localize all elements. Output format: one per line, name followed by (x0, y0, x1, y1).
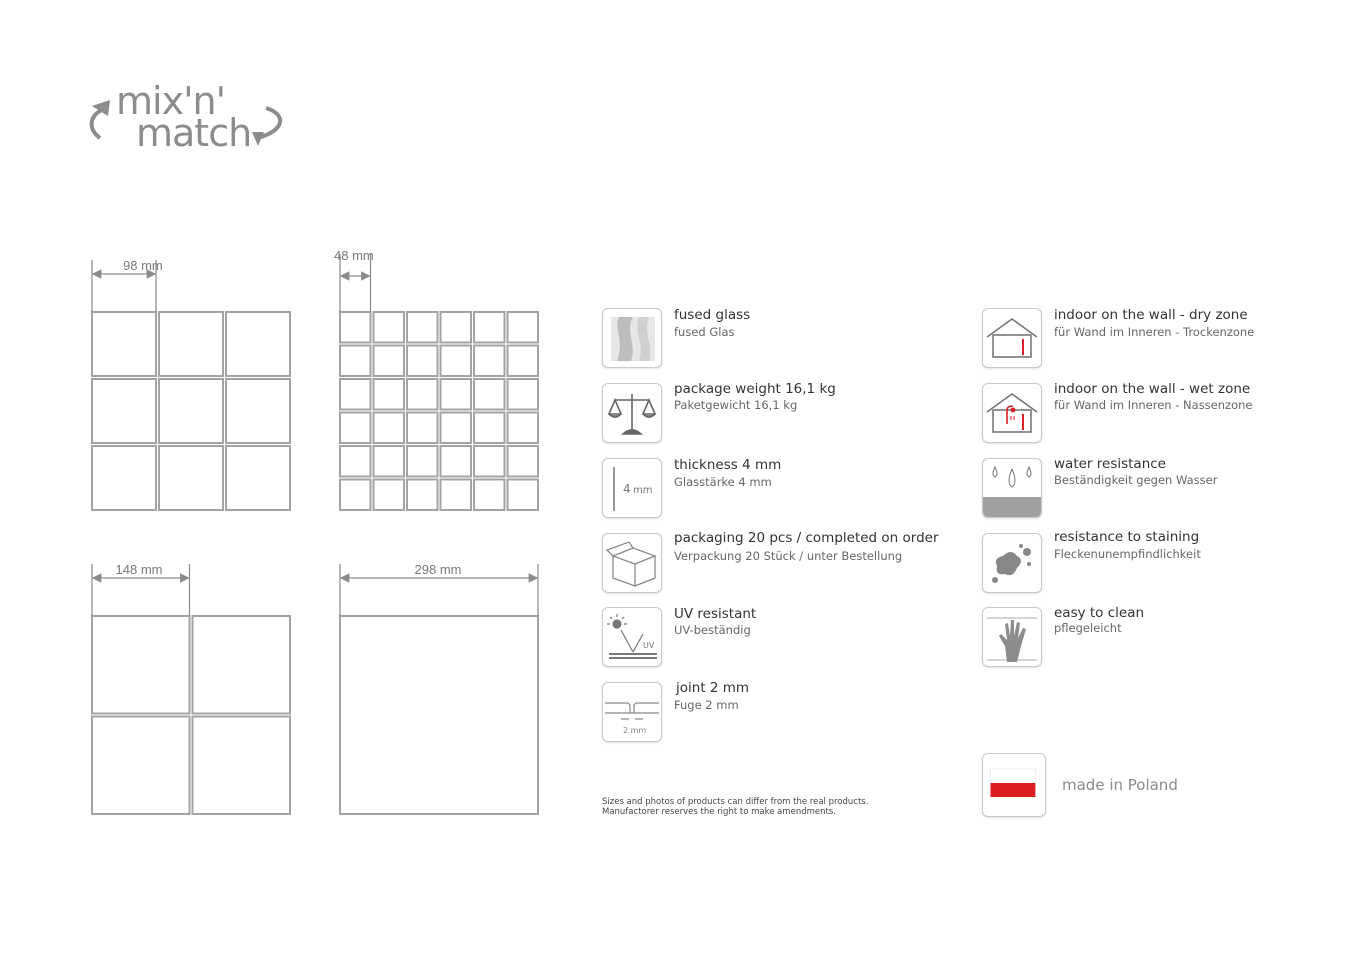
feature-title: indoor on the wall - dry zone (1054, 307, 1248, 323)
feature-subtitle: Fleckenunempfindlichkeit (1054, 547, 1201, 561)
feature-title: resistance to staining (1054, 529, 1200, 545)
feature-title: easy to clean (1054, 605, 1145, 621)
tile (374, 480, 405, 511)
tile (92, 446, 156, 510)
tile (92, 312, 156, 376)
tile (441, 480, 472, 511)
svg-text:2 mm: 2 mm (623, 726, 647, 735)
tile (474, 346, 505, 377)
tile (193, 717, 291, 815)
stain-icon (982, 533, 1042, 593)
tile (508, 312, 539, 343)
feature-subtitle: Paketgewicht 16,1 kg (674, 398, 798, 412)
disclaimer (602, 797, 868, 817)
tile (92, 717, 190, 815)
feature-title: packaging 20 pcs / completed on order (674, 530, 939, 546)
tile (374, 446, 405, 477)
feature-title: UV resistant (674, 606, 757, 622)
feature-subtitle: Verpackung 20 Stück / unter Bestellung (674, 549, 903, 563)
feature-title: thickness 4 mm (674, 457, 782, 473)
tile (340, 480, 371, 511)
tile (92, 379, 156, 443)
joint-icon (602, 682, 662, 742)
tile (441, 346, 472, 377)
made-in-poland-label: made in Poland (1062, 776, 1178, 794)
tile (374, 346, 405, 377)
tile (340, 616, 538, 814)
fused-glass-icon (602, 308, 662, 368)
tile (441, 446, 472, 477)
tile (407, 379, 438, 410)
tile (407, 446, 438, 477)
tile (340, 379, 371, 410)
uv-icon (602, 607, 662, 667)
svg-text:4: 4 (623, 482, 631, 496)
tile (226, 379, 290, 443)
tile (159, 312, 223, 376)
tile (441, 413, 472, 444)
disclaimer-line-1: Sizes and photos of products can differ from the real products. (602, 797, 869, 807)
feature-subtitle: für Wand im Inneren - Trockenzone (1054, 325, 1255, 339)
disclaimer-line-2: Manufactorer reserves the right to make amendments. (602, 807, 836, 817)
tile (340, 446, 371, 477)
tile (508, 346, 539, 377)
tile (226, 446, 290, 510)
tile (474, 312, 505, 343)
tile (374, 379, 405, 410)
logo-line-1: mix'n' (116, 79, 226, 123)
feature-title: package weight 16,1 kg (674, 381, 836, 397)
svg-text:mm: mm (633, 485, 653, 496)
feature-subtitle: pflegeleicht (1054, 621, 1122, 635)
tile (474, 379, 505, 410)
dimension-label-98: 98 mm (123, 258, 163, 273)
feature-title: indoor on the wall - wet zone (1054, 381, 1251, 397)
box-icon (602, 533, 662, 593)
feature-subtitle: fused Glas (674, 325, 735, 339)
tile (92, 616, 190, 714)
feature-subtitle: Fuge 2 mm (674, 698, 739, 712)
tile (474, 413, 505, 444)
feature-title: fused glass (674, 307, 751, 323)
brand-logo (86, 79, 296, 156)
feature-subtitle: für Wand im Inneren - Nassenzone (1054, 398, 1253, 412)
tile (374, 312, 405, 343)
tile (407, 413, 438, 444)
tile (340, 413, 371, 444)
hand-icon (982, 607, 1042, 667)
tile (508, 480, 539, 511)
dimension-label-298: 298 mm (414, 562, 462, 577)
tile (508, 446, 539, 477)
tile (374, 413, 405, 444)
tile (340, 346, 371, 377)
feature-subtitle: Glasstärke 4 mm (674, 475, 772, 489)
tile (474, 480, 505, 511)
dimension-label-148: 148 mm (115, 562, 163, 577)
svg-text:UV: UV (643, 641, 655, 650)
tile (407, 312, 438, 343)
tile (226, 312, 290, 376)
water-drops-icon (982, 458, 1042, 518)
tile (441, 312, 472, 343)
feature-title: water resistance (1054, 456, 1166, 472)
poland-flag-icon (982, 753, 1046, 817)
house-wet-icon (982, 383, 1042, 443)
tile (407, 346, 438, 377)
tile (508, 379, 539, 410)
scale-icon (602, 383, 662, 443)
dimension-label-48: 48 mm (334, 248, 374, 263)
tile (193, 616, 291, 714)
thickness-icon (602, 458, 662, 518)
house-dry-icon (982, 308, 1042, 368)
tile (508, 413, 539, 444)
tile (407, 480, 438, 511)
tile (159, 446, 223, 510)
feature-subtitle: Beständigkeit gegen Wasser (1054, 473, 1218, 487)
tile (474, 446, 505, 477)
tile-size-diagrams (80, 240, 550, 830)
tile (441, 379, 472, 410)
feature-title: joint 2 mm (676, 680, 750, 696)
tile (340, 312, 371, 343)
logo-line-2: match (136, 111, 252, 155)
tile (159, 379, 223, 443)
feature-subtitle: UV-beständig (674, 623, 751, 637)
